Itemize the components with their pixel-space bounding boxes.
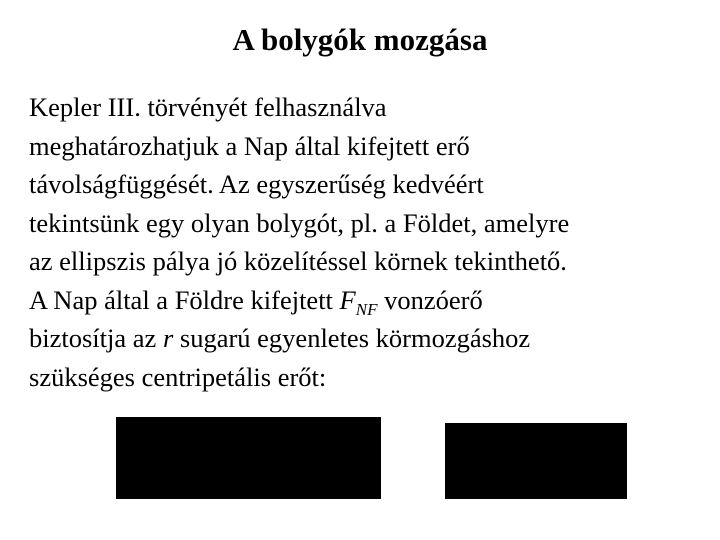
text-line: meghatározhatjuk a Nap által kifejtett erő xyxy=(29,130,470,161)
text-segment: sugarú egyenletes körmozgáshoz xyxy=(173,323,531,353)
text-line: távolságfüggését. Az egyszerűség kedvéért xyxy=(29,169,484,199)
text-line: Kepler III. törvényét felhasználva xyxy=(29,92,387,122)
radius-symbol: r xyxy=(162,323,174,353)
text-segment: A Nap által a Földre kifejtett xyxy=(29,284,340,315)
text-segment: biztosítja az xyxy=(29,323,163,353)
text-line-radius xyxy=(29,319,699,358)
text-line: tekintsünk egy olyan bolygót, pl. a Földet, amelyre xyxy=(29,207,570,238)
slide-title: A bolygók mozgása xyxy=(232,22,488,57)
text-line: szükséges centripetális erőt: xyxy=(29,361,327,392)
body-paragraph xyxy=(29,88,699,396)
formula-image-left xyxy=(116,417,381,499)
force-symbol: F xyxy=(339,284,356,315)
force-subscript: NF xyxy=(355,299,378,319)
text-line-force xyxy=(29,281,699,320)
text-line: az ellipszis pálya jó közelítéssel körnek tekinthető. xyxy=(29,246,567,276)
formula-image-right xyxy=(445,423,627,499)
text-segment: vonzóerő xyxy=(377,284,483,315)
